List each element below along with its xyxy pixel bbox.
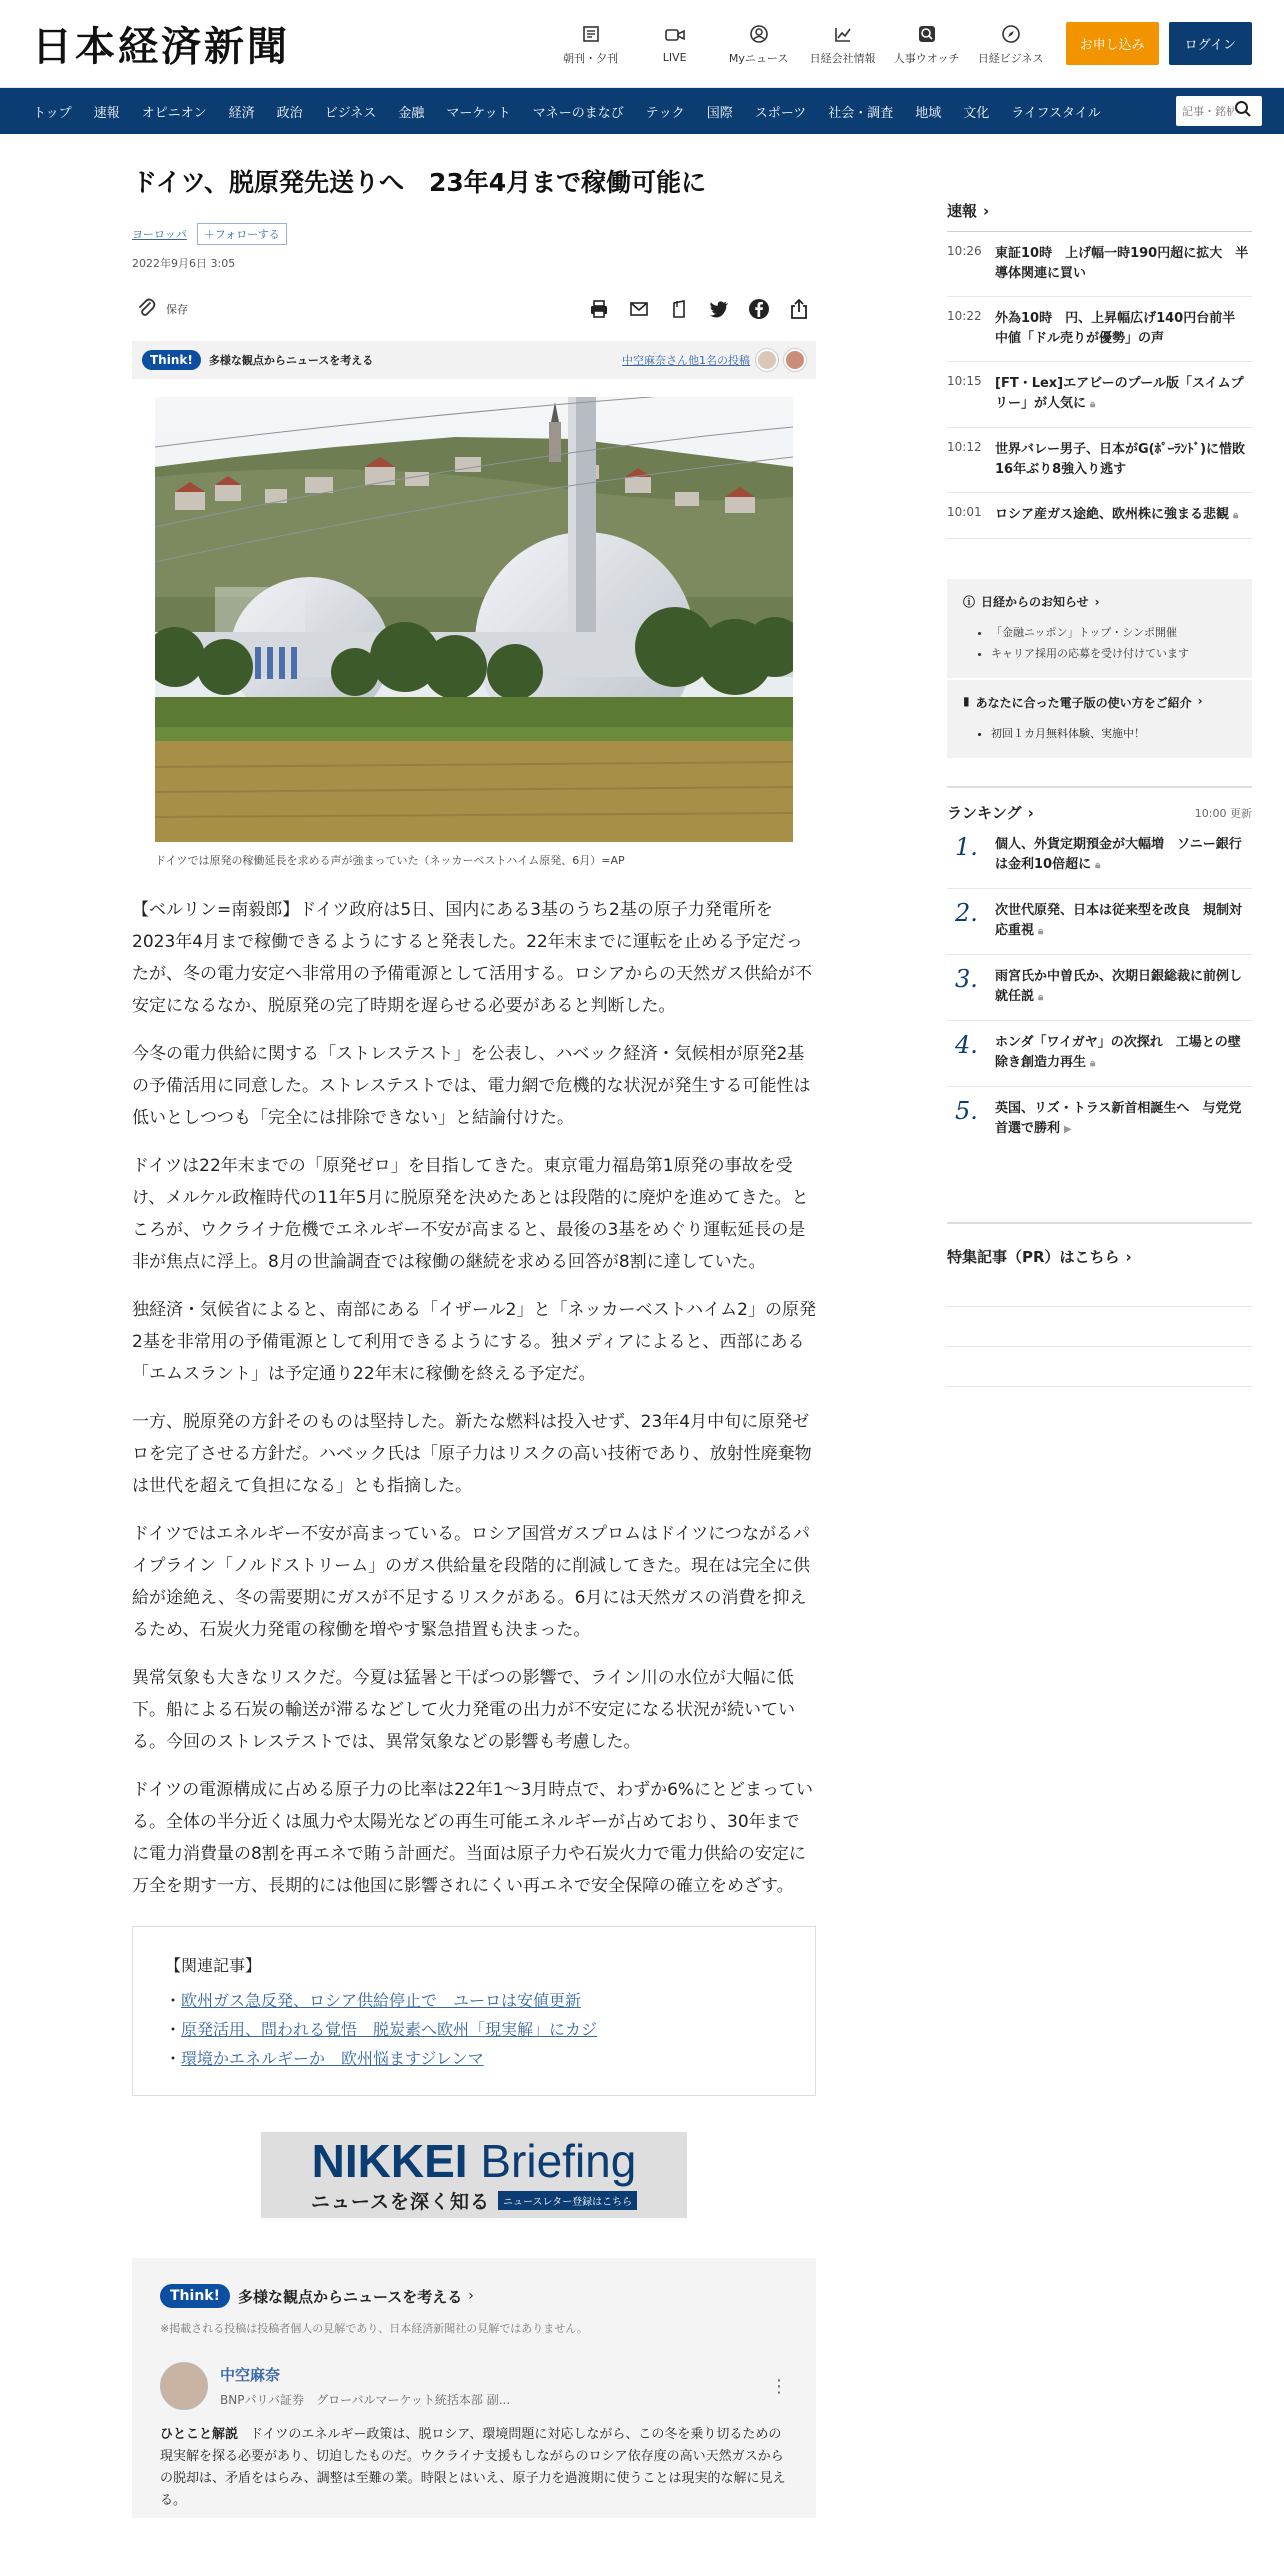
link-label: 日経ビジネス: [977, 51, 1044, 65]
ranking-item[interactable]: 1. 個人、外貨定期預金が大幅増 ソニー銀行は金利10倍超に 🔒︎: [947, 823, 1252, 889]
follow-button[interactable]: [197, 223, 287, 245]
flash-item[interactable]: 10:26 東証10時 上げ幅一時190円超に拡大 半導体関連に買い: [947, 232, 1252, 297]
lock-icon: 🔒︎: [1038, 926, 1044, 937]
facebook-icon[interactable]: [748, 298, 770, 320]
commenter-role: BNPパリバ証券 グローバルマーケット統括本部 副...: [220, 2393, 511, 2408]
user-icon: [747, 22, 771, 46]
paragraph: 独経済・気候省によると、南部にある「イザール2」と「ネッカーベストハイム2」の原発2基を非常用の予備電源として利用できるようにする。独メディアによると、西部にある「エムスラント」は予定通り22年末に稼働を終える予定だ。: [132, 1300, 816, 1385]
login-button[interactable]: ログイン: [1169, 22, 1252, 65]
ranking-updated: 10:00 更新: [1194, 806, 1252, 820]
article-meta: [132, 223, 816, 245]
flash-item[interactable]: 10:12 世界バレー男子、日本がG(ﾎﾟｰﾗﾝﾄﾞ)に惜敗 16年ぶり8強入り逃す: [947, 428, 1252, 493]
nav-item-politics[interactable]: 政治: [276, 105, 303, 121]
flash-item[interactable]: 10:15 [FT・Lex]エアビーのプール版「スイムプリー」が人気に 🔒︎: [947, 362, 1252, 428]
chevron-right-icon: ›: [468, 2288, 474, 2305]
link-personnel-watch[interactable]: [886, 22, 968, 66]
avatar[interactable]: [756, 349, 778, 371]
nav-search: [1176, 96, 1262, 126]
link-nikkei-business[interactable]: [970, 22, 1052, 66]
plus-icon: ＋: [203, 228, 215, 242]
guide-heading[interactable]: ▮ あなたに合った電子版の使い方をご紹介 ›: [963, 694, 1203, 710]
search-person-icon: [915, 22, 939, 46]
mail-icon[interactable]: [628, 298, 650, 320]
related-link[interactable]: 原発活用、問われる覚悟 脱炭素へ欧州「現実解」にカジ: [181, 2020, 598, 2040]
think-disclaimer: ※掲載される投稿は投稿者個人の見解であり、日本経済新聞社の見解ではありません。: [160, 2322, 588, 2336]
chevron-right-icon: ›: [1094, 594, 1100, 609]
comment-body: ドイツのエネルギー政策は、脱ロシア、環境問題に対応しながら、この冬を乗り切るための現実解を探る必要があり、切迫したものだ。ウクライナ支援もしながらのロシア依存度の高い天然ガスからの脱却は、矛盾をはらみ、調整は至難の業。時限とはいえ、原子力を過渡期に使うことは現実的な解に見える。: [160, 2427, 786, 2509]
top-header: [0, 0, 1284, 88]
save-label: 保存: [166, 303, 188, 317]
video-icon: ▶: [1064, 1124, 1072, 1135]
main-nav: [0, 88, 1284, 134]
lock-icon: 🔒︎: [1038, 992, 1044, 1003]
divider: [947, 1267, 1252, 1307]
link-company-info[interactable]: [802, 22, 884, 66]
header-links: [550, 22, 1052, 66]
think-badge: Think!: [160, 2284, 230, 2308]
notice-item[interactable]: • キャリア採用の応募を受け付けています: [991, 643, 1236, 664]
related-item: ・環境かエネルギーか 欧州悩ますジレンマ: [165, 2049, 484, 2069]
article: [132, 135, 816, 2518]
print-icon[interactable]: [588, 298, 610, 320]
photo-caption: ドイツでは原発の稼働延長を求める声が強まっていた（ネッカーベストハイム原発、6月）=AP: [155, 854, 625, 868]
nav-item-finance[interactable]: 金融: [398, 105, 425, 121]
commenter-info: [220, 2364, 510, 2408]
link-my-news[interactable]: [718, 22, 800, 66]
link-label: Myニュース: [728, 51, 789, 65]
think-badge: Think!: [142, 350, 201, 370]
lock-icon: 🔒︎: [1233, 510, 1239, 521]
banner-tag: ニュースレター登録はこちら: [498, 2191, 637, 2210]
ranking-item[interactable]: 5. 英国、リズ・トラス新首相誕生へ 与党党首選で勝利 ▶: [955, 1097, 1242, 1136]
guide-item[interactable]: • 初回１カ月無料体験、実施中！: [991, 723, 1236, 744]
info-icon: ⓘ: [963, 595, 976, 609]
nav-item-opinion[interactable]: オピニオン: [141, 105, 207, 121]
related-link[interactable]: 欧州ガス急反発、ロシア供給停止で ユーロは安値更新: [181, 1991, 582, 2011]
nav-item-tech[interactable]: テック: [645, 105, 685, 121]
flash-list: [947, 231, 1259, 539]
newspaper-icon: [579, 22, 603, 46]
nav-item-market[interactable]: マーケット: [446, 105, 511, 121]
think-posts-link[interactable]: 中空麻奈さん他1名の投稿: [622, 354, 750, 368]
chart-icon: [831, 22, 855, 46]
link-label: LIVE: [662, 51, 687, 64]
comment-text: [160, 2424, 788, 2512]
think-comments: [132, 2258, 816, 2518]
avatar[interactable]: [784, 349, 806, 371]
related-link[interactable]: 環境かエネルギーか 欧州悩ますジレンマ: [181, 2049, 484, 2069]
flash-item[interactable]: 10:22 外為10時 円、上昇幅広げ140円台前半 中値「ドル売りが優勢」の声: [947, 297, 1252, 362]
article-toolbar: [132, 293, 816, 325]
think-text: 多様な観点からニュースを考える: [208, 354, 374, 368]
related-item: ・原発活用、問われる覚悟 脱炭素へ欧州「現実解」にカジ: [165, 2020, 598, 2040]
link-live[interactable]: [634, 23, 716, 64]
paragraph: 【ベルリン=南毅郎】ドイツ政府は5日、国内にある3基のうち2基の原子力発電所を2023年4月まで稼働できるようにすると発表した。22年末までに運転を止める予定だったが、冬の電力安定へ非常用の予備電源として活用する。ロシアからの天然ガス供給が不安定になるなか、脱原発の完了時期を遅らせる必要があると判断した。: [132, 900, 812, 1017]
related-item: ・欧州ガス急反発、ロシア供給停止で ユーロは安値更新: [165, 1991, 582, 2011]
paragraph: ドイツの電源構成に占める原子力の比率は22年1～3月時点で、わずか6%にとどまっている。全体の半分近くは風力や太陽光などの再生可能エネルギーが占めており、30年までに電力消費量の8割を再エネで賄う計画だ。当面は原子力や石炭火力で電力供給の安定に万全を期す一方、長期的には他国に影響されにくい再エネで安全保障の確立をめざす。: [132, 1780, 814, 1897]
link-label: 人事ウオッチ: [893, 51, 960, 65]
comment-label: ひとこと解説: [160, 2427, 239, 2443]
nav-item-flash[interactable]: 速報: [93, 105, 120, 121]
nav-item-regional[interactable]: 地域: [915, 105, 942, 121]
chevron-right-icon: ›: [983, 201, 990, 220]
think-header[interactable]: [160, 2284, 788, 2308]
chevron-right-icon: ›: [1027, 803, 1034, 822]
copy-link-icon[interactable]: [668, 298, 690, 320]
paperclip-icon: [136, 297, 156, 322]
chevron-right-icon: ›: [1125, 1247, 1132, 1266]
notice-heading[interactable]: ⓘ 日経からのお知らせ ›: [963, 594, 1100, 609]
lock-icon: 🔒︎: [1090, 399, 1096, 410]
subscribe-button[interactable]: お申し込み: [1066, 22, 1159, 65]
divider: [947, 1307, 1252, 1347]
nav-item-society[interactable]: 社会・調査: [828, 105, 894, 121]
share-tools: [588, 298, 816, 320]
site-logo[interactable]: 日本経済新聞: [32, 23, 290, 70]
nav-item-money[interactable]: マネーのまなび: [532, 105, 624, 121]
notice-item[interactable]: • 「金融ニッポン」トップ・シンポ開催: [991, 622, 1236, 643]
nav-item-top[interactable]: トップ: [33, 105, 72, 121]
think-title: 多様な観点からニュースを考える: [237, 2287, 463, 2306]
link-print-edition[interactable]: [550, 22, 632, 66]
nav-item-international[interactable]: 国際: [706, 105, 733, 121]
banner-subline: [311, 2187, 637, 2214]
banner-tagline: ニュースを深く知る: [310, 2190, 490, 2213]
book-icon: ▮: [963, 694, 970, 708]
lock-icon: 🔒︎: [1090, 1058, 1096, 1069]
flash-heading[interactable]: 速報 ›: [947, 201, 990, 220]
article-photo: [155, 397, 793, 842]
nav-item-business[interactable]: ビジネス: [324, 105, 377, 121]
paragraph: 一方、脱原発の方針そのものは堅持した。新たな燃料は投入せず、23年4月中旬に原発ゼロを完了させる方針だ。ハベック氏は「原子力はリスクの高い技術であり、放射性廃棄物は世代を超えて負担になる」とも指摘した。: [132, 1412, 812, 1497]
article-title: ドイツ、脱原発先送りへ 23年4月まで稼働可能に: [132, 168, 707, 197]
save-button[interactable]: [132, 297, 188, 322]
commenter-name[interactable]: 中空麻奈: [220, 2366, 281, 2385]
pr-section: [947, 1222, 1252, 1387]
topic-link[interactable]: ヨーロッパ: [132, 228, 187, 242]
digital-guide: [947, 680, 1252, 758]
commenter: [160, 2362, 788, 2410]
nav-item-culture[interactable]: 文化: [963, 105, 990, 121]
chevron-right-icon: ›: [1197, 694, 1203, 708]
compass-icon: [999, 22, 1023, 46]
search-input[interactable]: [1182, 105, 1234, 118]
sidebar: [947, 200, 1259, 1387]
flash-item[interactable]: 10:01 ロシア産ガス途絶、欧州株に強まる悲観 🔒︎: [947, 493, 1252, 539]
link-label: 日経会社情報: [809, 51, 876, 65]
avatar[interactable]: [160, 2362, 208, 2410]
article-body: [132, 894, 816, 1902]
banner-title: NIKKEI Briefing: [311, 2134, 637, 2187]
nav-item-lifestyle[interactable]: ライフスタイル: [1011, 105, 1101, 121]
nikkei-notice: [947, 579, 1252, 678]
video-icon: [663, 23, 687, 47]
share-icon[interactable]: [788, 298, 810, 320]
search-icon[interactable]: [1234, 100, 1252, 122]
paragraph: 異常気象も大きなリスクだ。今夏は猛暑と干ばつの影響で、ライン川の水位が大幅に低下。船による石炭の輸送が滞るなどして火力発電の出力が不安定になる状況が続いている。今回のストレステストでは、異常気象などの影響も考慮した。: [132, 1668, 795, 1753]
ranking: [947, 786, 1252, 1152]
nav-item-economy[interactable]: 経済: [228, 105, 255, 121]
divider: [947, 1347, 1252, 1387]
ranking-item[interactable]: 4. ホンダ「ワイガヤ」の次探れ 工場との壁除き創造力再生 🔒︎: [947, 1021, 1252, 1087]
related-articles: [132, 1926, 816, 2096]
pr-heading[interactable]: 特集記事（PR）はこちら ›: [947, 1247, 1132, 1266]
ranking-heading[interactable]: ランキング ›: [947, 803, 1034, 822]
lock-icon: 🔒︎: [1095, 860, 1101, 871]
think-bar: [132, 341, 816, 379]
nav-item-sports[interactable]: スポーツ: [754, 105, 807, 121]
paragraph: 今冬の電力供給に関する「ストレステスト」を公表し、ハベック経済・気候相が原発2基の予備活用に同意した。ストレステストでは、電力網で危機的な状況が発生する可能性は低いとしつつも「完全には排除できない」と結論付けた。: [132, 1044, 811, 1129]
paragraph: ドイツではエネルギー不安が高まっている。ロシア国営ガスプロムはドイツにつながるパイプライン「ノルドストリーム」のガス供給量を段階的に削減してきた。現在は完全に供給が途絶え、冬の需要期にガスが不足するリスクがある。6月には天然ガスの消費を抑えるため、石炭火力発電の稼働を増やす緊急措置も決まった。: [132, 1524, 811, 1641]
link-label: 朝刊・夕刊: [563, 51, 619, 65]
ranking-item[interactable]: 3. 雨宮氏か中曽氏か、次期日銀総裁に前例し就任説 🔒︎: [947, 955, 1252, 1021]
related-heading: 【関連記事】: [165, 1956, 262, 1976]
twitter-icon[interactable]: [708, 298, 730, 320]
more-options-icon[interactable]: ⋮: [770, 2375, 788, 2397]
publish-date: 2022年9月6日 3:05: [132, 257, 236, 271]
ranking-item[interactable]: 2. 次世代原発、日本は従来型を改良 規制対応重視 🔒︎: [947, 889, 1252, 955]
follow-label: フォローする: [214, 228, 280, 242]
paragraph: ドイツは22年末までの「原発ゼロ」を目指してきた。東京電力福島第1原発の事故を受け、メルケル政権時代の11年5月に脱原発を決めたあとは段階的に廃炉を進めてきた。ところが、ウクライナ危機でエネルギー不安が高まると、最後の3基をめぐり運転延長の是非が焦点に浮上。8月の世論調査では稼働の継続を求める回答が8割に達していた。: [132, 1156, 809, 1273]
nikkei-briefing-banner[interactable]: [261, 2132, 687, 2218]
